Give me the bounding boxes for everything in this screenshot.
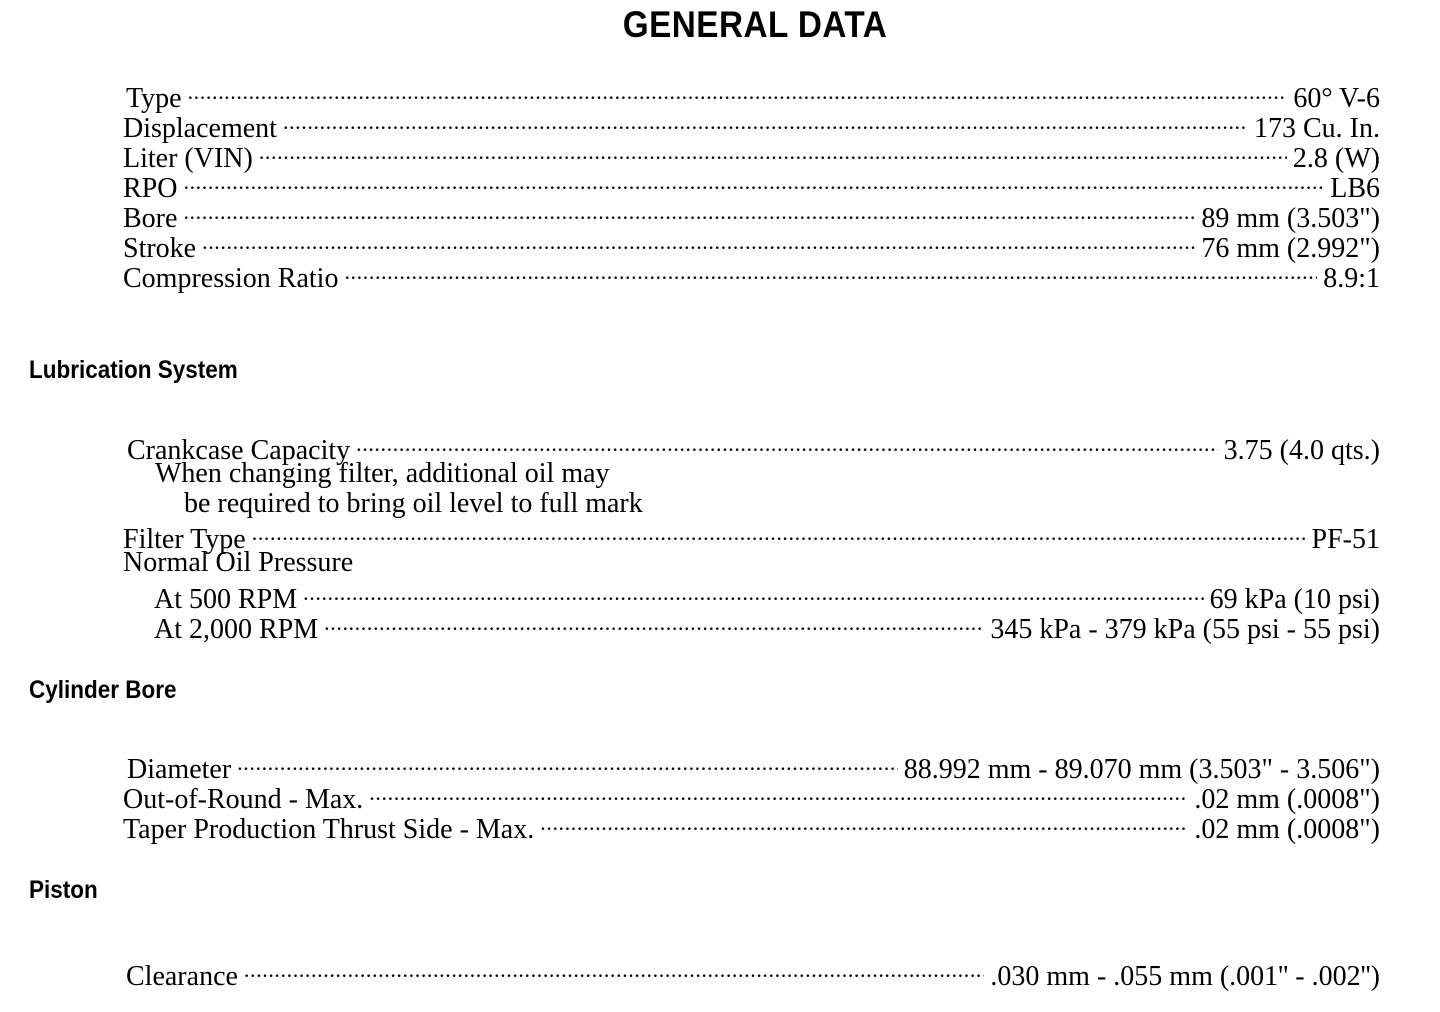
- spec-value: 173 Cu. In.: [1254, 113, 1380, 144]
- spec-label: Diameter: [127, 754, 232, 785]
- spec-row-type: [126, 77, 1380, 114]
- spec-value: 8.9:1: [1323, 263, 1380, 294]
- dot-leader: [303, 578, 1204, 608]
- spec-label: At 2,000 RPM: [154, 614, 319, 645]
- dot-leader: [283, 107, 1248, 137]
- spec-row-taper: [123, 808, 1380, 845]
- spec-value: 60° V-6: [1293, 83, 1380, 114]
- spec-value: LB6: [1330, 173, 1380, 204]
- spec-row-2000rpm: [154, 608, 1380, 645]
- dot-leader: [356, 429, 1218, 459]
- dot-leader: [540, 808, 1188, 838]
- page-title: GENERAL DATA: [622, 4, 888, 45]
- section-heading-piston: Piston: [29, 876, 98, 904]
- spec-row-displacement: [123, 107, 1380, 144]
- spec-value: 69 kPa (10 psi): [1209, 584, 1380, 615]
- dot-leader: [252, 518, 1306, 548]
- spec-value: 88.992 mm - 89.070 mm (3.503" - 3.506"): [903, 754, 1380, 785]
- spec-label: Clearance: [126, 961, 238, 992]
- spec-value: 76 mm (2.992"): [1201, 233, 1380, 264]
- spec-row-filter: [123, 518, 1380, 555]
- spec-label: Crankcase Capacity: [127, 435, 351, 466]
- spec-row-rpo: [123, 167, 1380, 204]
- spec-value: 2.8 (W): [1292, 143, 1380, 174]
- spec-row-crankcase: [127, 429, 1380, 466]
- dot-leader: [344, 257, 1317, 287]
- spec-row-stroke: [123, 227, 1380, 264]
- spec-label: Stroke: [123, 233, 197, 264]
- spec-value: PF-51: [1311, 524, 1380, 555]
- section-heading-cylinder-bore: Cylinder Bore: [29, 676, 177, 704]
- spec-value: 89 mm (3.503"): [1201, 203, 1380, 234]
- spec-row-compression: [123, 257, 1380, 294]
- spec-label: RPO: [123, 173, 178, 204]
- oil-pressure-label: Normal Oil Pressure: [123, 547, 354, 578]
- spec-row-clearance: [126, 955, 1380, 992]
- spec-label: At 500 RPM: [154, 584, 298, 615]
- spec-value: .02 mm (.0008"): [1194, 814, 1380, 845]
- spec-value: .030 mm - .055 mm (.001'' - .002''): [990, 961, 1380, 992]
- spec-row-out-of-round: [123, 778, 1380, 815]
- spec-label: Taper Production Thrust Side - Max.: [123, 814, 535, 845]
- spec-row-liter: [123, 137, 1380, 174]
- spec-row-diameter: [127, 748, 1380, 785]
- spec-value: 345 kPa - 379 kPa (55 psi - 55 psi): [990, 614, 1380, 645]
- spec-label: Type: [126, 83, 182, 114]
- spec-label: Liter (VIN): [123, 143, 253, 174]
- dot-leader: [369, 778, 1188, 808]
- dot-leader: [183, 167, 1324, 197]
- filter-note-line-2: be required to bring oil level to full mark: [184, 488, 643, 519]
- spec-value: .02 mm (.0008"): [1194, 784, 1380, 815]
- dot-leader: [259, 137, 1287, 167]
- dot-leader: [324, 608, 984, 638]
- spec-label: Filter Type: [123, 524, 246, 555]
- spec-value: 3.75 (4.0 qts.): [1223, 435, 1380, 466]
- spec-label: Out-of-Round - Max.: [123, 784, 364, 815]
- dot-leader: [244, 955, 984, 985]
- section-heading-lubrication: Lubrication System: [29, 356, 238, 384]
- dot-leader: [237, 748, 898, 778]
- filter-note-line-1: When changing filter, additional oil may: [155, 458, 610, 489]
- dot-leader: [183, 197, 1195, 227]
- spec-label: Displacement: [123, 113, 277, 144]
- spec-row-500rpm: [154, 578, 1380, 615]
- dot-leader: [202, 227, 1195, 257]
- spec-label: Compression Ratio: [123, 263, 339, 294]
- spec-label: Bore: [123, 203, 178, 234]
- spec-row-bore: [123, 197, 1380, 234]
- dot-leader: [188, 77, 1288, 107]
